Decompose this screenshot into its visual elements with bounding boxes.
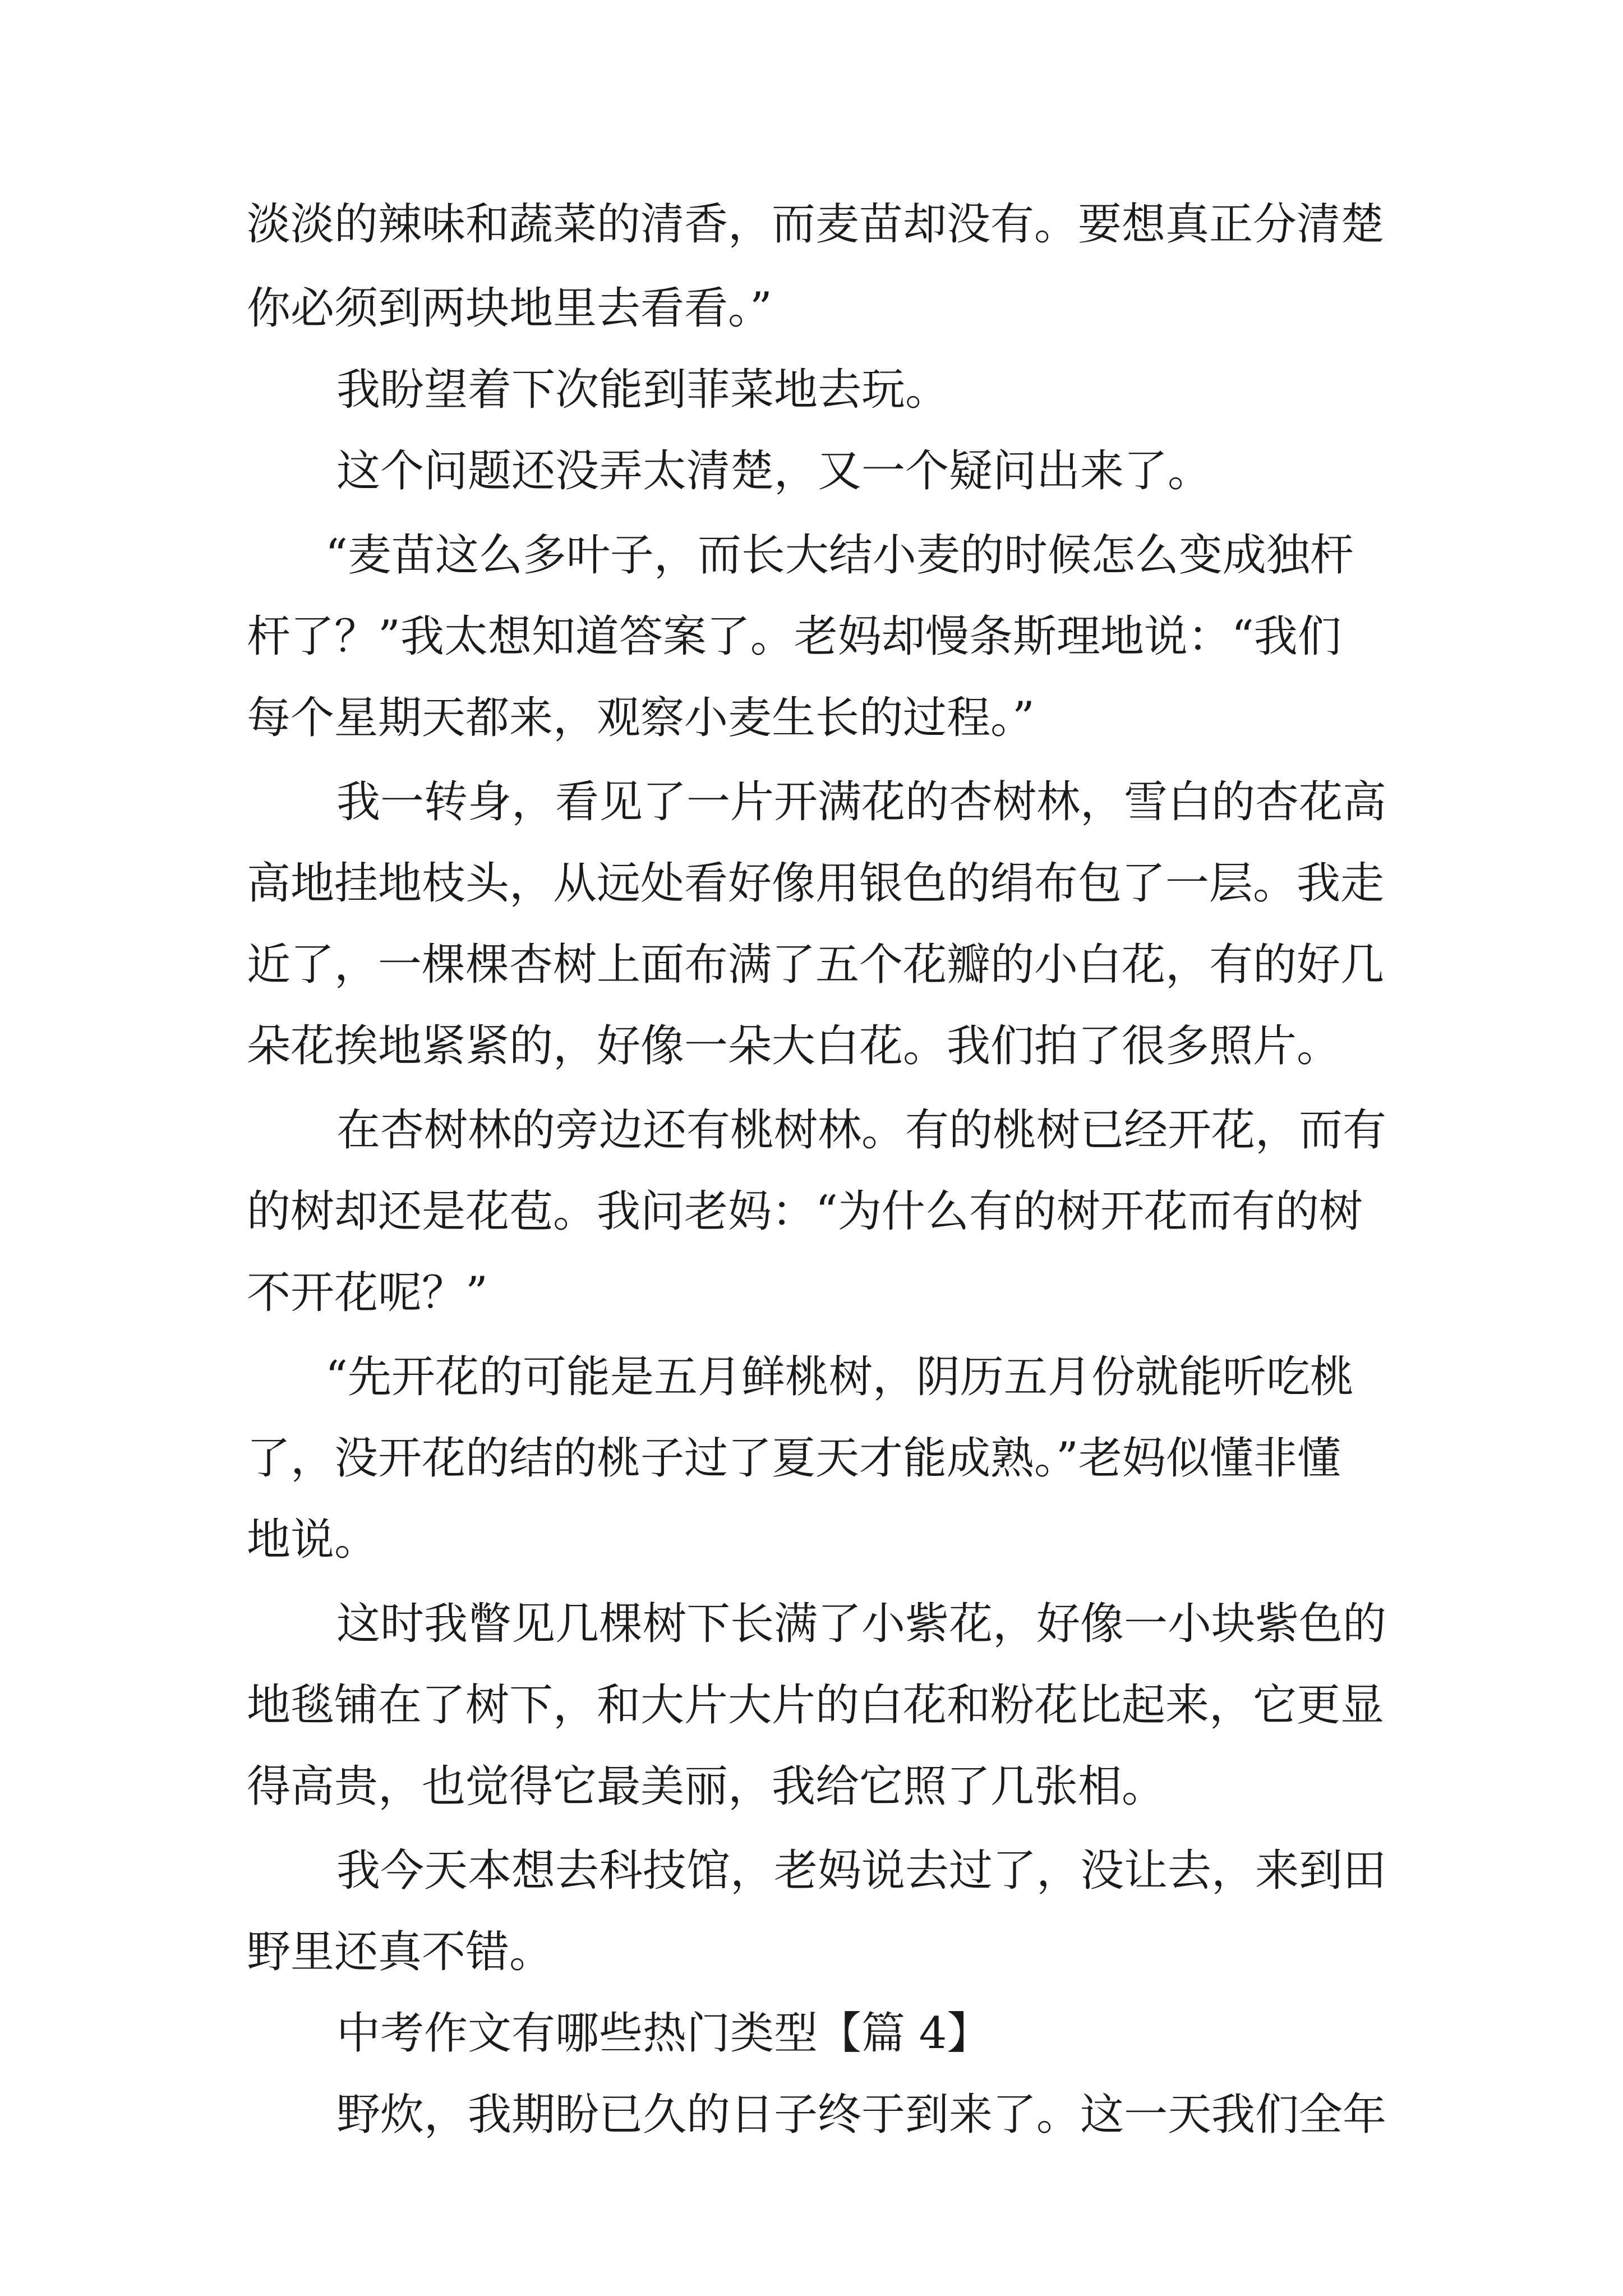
text-line: 你必须到两块地里去看看。” [247, 283, 772, 334]
text-line: 每个星期天都来，观察小麦生长的过程。” [247, 693, 1035, 743]
text-line: 了，没开花的结的桃子过了夏天才能成熟。”老妈似懂非懂 [247, 1433, 1341, 1484]
text-line: 我今天本想去科技馆，老妈说去过了，没让去，来到田 [336, 1846, 1387, 1896]
text-line: 地毯铺在了树下，和大片大片的白花和粉花比起来，它更显 [247, 1680, 1385, 1731]
text-line: 高地挂地枝头，从远处看好像用银色的绢布包了一层。我走 [247, 858, 1385, 909]
text-line: 我盼望着下次能到菲菜地去玩。 [336, 365, 949, 415]
section-heading: 中考作文有哪些热门类型【篇 4】 [336, 2008, 991, 2059]
text-line: 野炊，我期盼已久的日子终于到来了。这一天我们全年 [336, 2090, 1387, 2140]
text-line: 这时我瞥见几棵树下长满了小紫花，好像一小块紫色的 [336, 1599, 1387, 1649]
text-line: “麦苗这么多叶子，而长大结小麦的时候怎么变成独杆 [325, 530, 1354, 581]
text-line: 地说。 [247, 1515, 379, 1565]
text-line: “先开花的可能是五月鲜桃树，阴历五月份就能听吃桃 [325, 1352, 1354, 1402]
text-line: 我一转身，看见了一片开满花的杏树林，雪白的杏花高 [336, 777, 1387, 827]
text-line: 朵花挨地紧紧的，好像一朵大白花。我们拍了很多照片。 [247, 1021, 1341, 1071]
text-line: 这个问题还没弄太清楚，又一个疑问出来了。 [336, 446, 1212, 496]
text-line: 在杏树林的旁边还有桃树林。有的桃树已经开花，而有 [336, 1105, 1387, 1156]
text-line: 近了，一棵棵杏树上面布满了五个花瓣的小白花，有的好几 [247, 940, 1385, 990]
text-line: 野里还真不错。 [247, 1927, 554, 1977]
text-line: 杆了？”我太想知道答案了。老妈却慢条斯理地说：“我们 [247, 611, 1341, 662]
text-line: 得高贵，也觉得它最美丽，我给它照了几张相。 [247, 1761, 1166, 1812]
text-line: 淡淡的辣味和蔬菜的清香，而麦苗却没有。要想真正分清楚 [247, 199, 1385, 250]
text-line: 不开花呢？” [247, 1268, 488, 1318]
text-line: 的树却还是花苞。我问老妈：“为什么有的树开花而有的树 [247, 1186, 1363, 1237]
